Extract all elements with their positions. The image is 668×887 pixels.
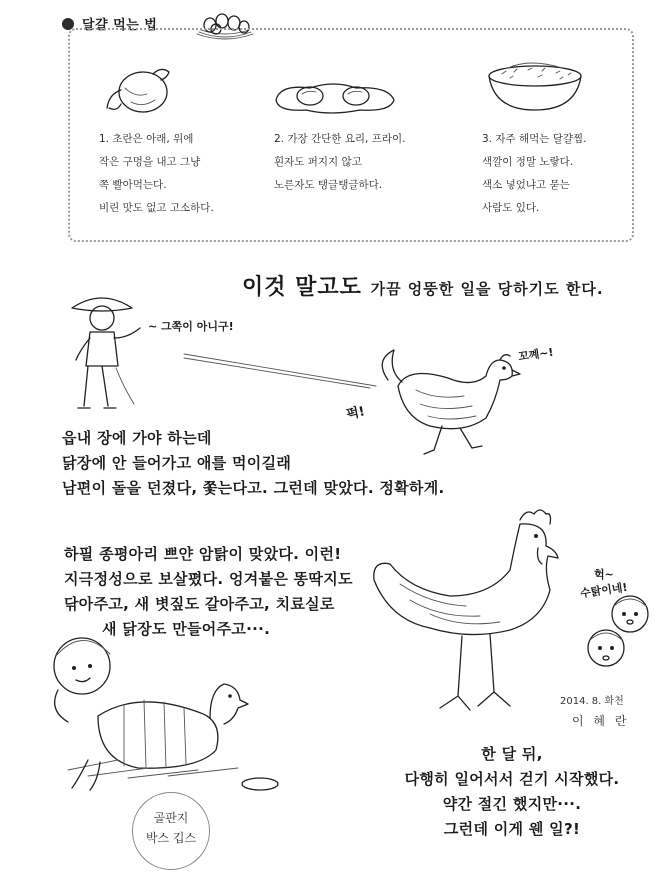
raw-egg-illustration	[95, 58, 185, 118]
method-line: 작은 구멍을 내고 그냥	[99, 156, 201, 168]
standing-rooster-illustration	[370, 500, 580, 730]
method-line: 1. 초란은 아래, 위에	[99, 133, 194, 145]
method-line: 쪽 빨아먹는다.	[99, 179, 167, 191]
method-line: 비린 맛도 없고 고소하다.	[99, 202, 214, 214]
ending-line: 한 달 뒤,	[481, 745, 543, 763]
method-2-text	[274, 128, 405, 197]
cast-label	[132, 808, 210, 848]
bandaged-hen-illustration	[28, 620, 288, 800]
cast-label-line: 골판지	[153, 811, 189, 825]
method-line: 사람도 있다.	[482, 202, 540, 214]
ending-line: 약간 절긴 했지만···.	[442, 795, 582, 813]
story-line: 남편이 돌을 던졌다, 쫓는다고. 그런데 맞았다. 정확하게.	[62, 479, 445, 497]
method-3-text	[482, 128, 587, 220]
method-line: 색소 넣었냐고 묻는	[482, 179, 570, 191]
farmer-illustration	[62, 288, 152, 418]
section-title: 달걀 먹는 법	[82, 18, 158, 33]
headline-big: 이것 말고도	[242, 275, 362, 300]
method-line: 3. 자주 해먹는 달걀찜.	[482, 133, 587, 145]
signature-name: 이 혜 란	[572, 714, 630, 728]
method-line: 노른자도 탱글탱글하다.	[274, 179, 383, 191]
ending-paragraph	[392, 742, 632, 842]
steamed-egg-bowl-illustration	[480, 58, 590, 113]
headline	[242, 270, 604, 301]
ending-line: 다행히 일어서서 걷기 시작했다.	[404, 770, 620, 788]
kids-miracle: 수탉이네!	[579, 580, 629, 601]
method-line: 흰자도 퍼지지 않고	[274, 156, 362, 168]
hit-sound: 퍽!	[345, 404, 367, 423]
stone-throw-line	[180, 350, 380, 390]
method-1-text	[99, 128, 214, 220]
signature-date: 2014. 8. 화천	[560, 696, 624, 707]
story-paragraph-1	[62, 426, 445, 501]
story-line: 닭장에 안 들어가고 애를 먹이길래	[62, 454, 292, 472]
cast-label-line: 박스 깁스	[145, 831, 197, 845]
kids-faces-illustration	[582, 588, 660, 678]
method-line: 2. 가장 간단한 요리, 프라이.	[274, 133, 406, 145]
ending-line: 그런데 이게 웬 일?!	[443, 820, 581, 838]
story-line: 하필 종평아리 쁘얀 암탉이 맞았다. 이런!	[64, 545, 342, 563]
story-line: 지극정성으로 보살폈다. 엉겨붙은 똥딱지도	[64, 570, 353, 588]
headline-small: 가끔 엉뚱한 일을 당하기도 한다.	[370, 280, 604, 298]
story-line: 읍내 장에 가야 하는데	[62, 429, 212, 447]
fried-eggs-illustration	[270, 78, 400, 118]
story-line: 새 닭장도 만들어주고···.	[102, 620, 271, 638]
farmer-shout: ~ 그쪽이 아니구!	[148, 320, 234, 333]
hen-cry: 꼬꼐~!	[517, 345, 555, 364]
kids-gasp: 헉~	[594, 568, 614, 581]
method-line: 색깔이 정말 노랗다.	[482, 156, 574, 168]
story-line: 닦아주고, 새 볏짚도 갈아주고, 치료실로	[64, 595, 335, 613]
